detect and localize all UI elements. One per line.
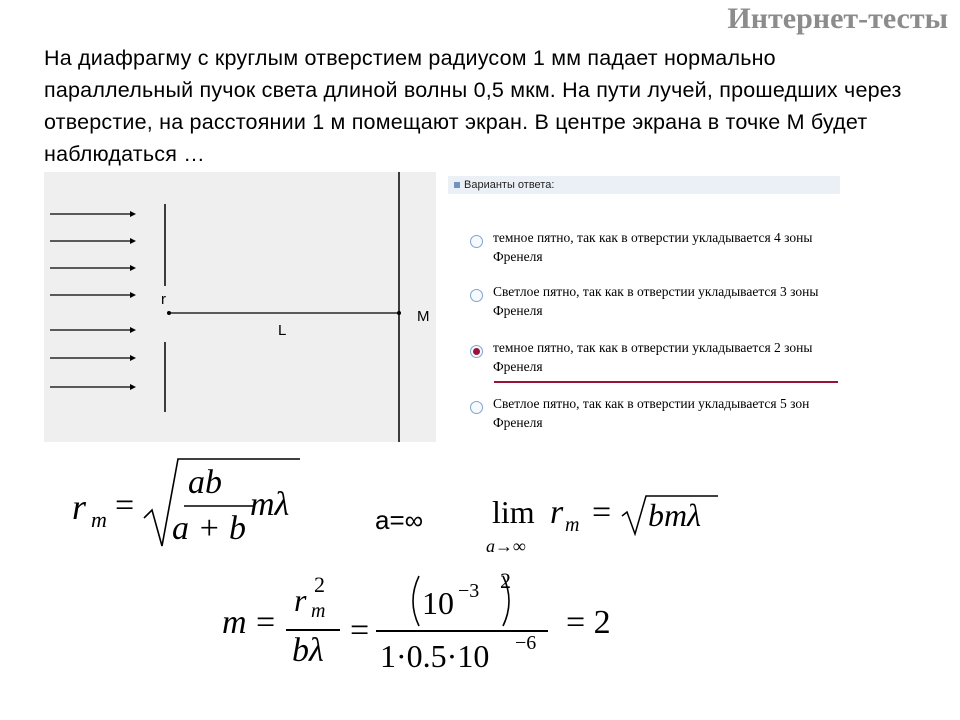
radio-button-selected[interactable]: [470, 345, 483, 358]
f1-eq: =: [115, 487, 135, 524]
incident-ray: [50, 384, 136, 390]
f3-num2-base: 10: [422, 585, 454, 621]
f2-under: a→∞: [486, 536, 526, 556]
incident-ray: [50, 265, 136, 271]
f2-lim: lim: [492, 494, 535, 530]
incident-ray: [50, 211, 136, 217]
f3-num-r: r: [294, 582, 307, 618]
answers-panel: [448, 172, 848, 442]
diagram: [44, 172, 436, 442]
f2-eq: =: [592, 494, 612, 531]
answer-option-3[interactable]: [470, 338, 850, 376]
f1-denominator: a + b: [172, 510, 246, 547]
answer-option-2[interactable]: [470, 282, 850, 320]
incident-ray: [50, 327, 136, 333]
f2-radicand: bmλ: [648, 497, 701, 533]
selected-divider: [494, 381, 838, 383]
label-L: L: [278, 322, 287, 339]
incident-ray: [50, 355, 136, 361]
aperture-center-dot: [167, 311, 171, 315]
f1-tail: mλ: [250, 486, 290, 523]
f1-sub: m: [91, 507, 107, 532]
f3-den2: 1·0.5·10: [380, 638, 490, 674]
f1-r: r: [72, 487, 87, 527]
answer-option-label: Светлое пятно, так как в отверстии укладывается 3 зоны Френеля: [493, 284, 819, 318]
answers-header-label: Варианты ответа:: [464, 179, 555, 191]
f2-sub: m: [565, 514, 580, 536]
f3-denominator: bλ: [292, 632, 324, 669]
header-title: Интернет-тесты: [727, 2, 948, 35]
answers-header: [448, 176, 840, 194]
answer-option-label: темное пятно, так как в отверстии укладывается 2 зоны Френеля: [493, 340, 813, 374]
f3-m: m: [222, 604, 247, 641]
radio-button[interactable]: [470, 235, 483, 248]
f3-fraction-bar: [286, 629, 340, 631]
f3-eq1: =: [256, 604, 276, 641]
f3-den2-exp: −6: [515, 632, 537, 654]
f3-result: = 2: [566, 604, 611, 641]
label-r: r: [161, 291, 166, 308]
radio-button[interactable]: [470, 289, 483, 302]
f3-num-sub: m: [311, 600, 326, 622]
f2-r: r: [550, 494, 564, 531]
answer-option-1[interactable]: [470, 228, 850, 266]
answer-option-4[interactable]: [470, 394, 850, 432]
incident-ray: [50, 238, 136, 244]
f3-num2-outer-exp: 2: [500, 568, 511, 593]
f3-num2-exp: −3: [458, 580, 480, 602]
f1-numerator: ab: [188, 464, 222, 501]
label-M: M: [417, 308, 430, 325]
radio-button[interactable]: [470, 401, 483, 414]
answer-option-label: темное пятно, так как в отверстии укладывается 4 зоны Френеля: [493, 230, 813, 264]
f3-eq2: =: [350, 612, 370, 649]
diagram-svg: [44, 172, 436, 442]
condition-a-infinity: a=∞: [375, 505, 424, 535]
answer-option-label: Светлое пятно, так как в отверстии укладывается 5 зон Френеля: [493, 396, 810, 430]
f3-num-sup: 2: [314, 572, 325, 597]
question-text: На диафрагму с круглым отверстием радиусом 1 мм падает нормально параллельный пучок света длиной волны 0,5 мкм. На пути лучей, прошедших через отверстие, на расстоянии 1 м помещают экран. В центре экрана в точке М будет наблюдаться …: [44, 46, 902, 166]
bullet-icon: [454, 182, 460, 188]
incident-ray: [50, 292, 136, 298]
